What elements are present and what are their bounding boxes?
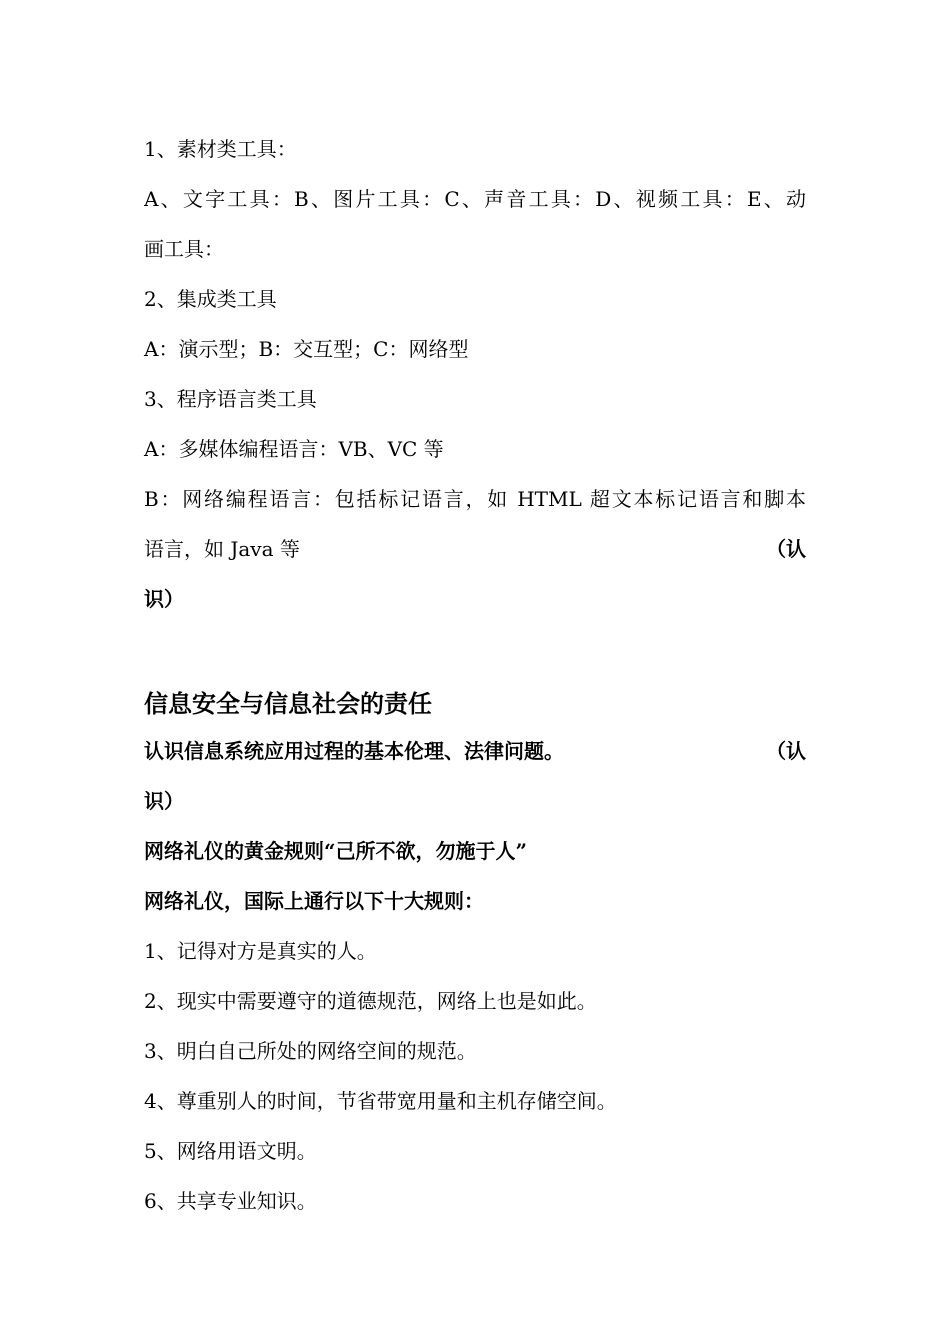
requirement-tag-end: 识） bbox=[144, 789, 184, 813]
rule-item: 6、共享专业知识。 bbox=[144, 1189, 317, 1213]
item2-line: A：演示型；B：交互型；C：网络型 bbox=[144, 337, 469, 361]
level-tag-end: 识） bbox=[144, 587, 184, 611]
rule-item: 4、尊重别人的时间，节省带宽用量和主机存储空间。 bbox=[144, 1089, 617, 1113]
rule-item: 3、明白自己所处的网络空间的规范。 bbox=[144, 1039, 477, 1063]
rules-intro: 网络礼仪，国际上通行以下十大规则： bbox=[144, 889, 484, 913]
item1-title: 1、素材类工具： bbox=[144, 137, 297, 161]
requirement-text: 认识信息系统应用过程的基本伦理、法律问题。 bbox=[144, 739, 564, 763]
item1-line-b: 画工具： bbox=[144, 237, 224, 261]
item3-line-b: B：网络编程语言：包括标记语言，如 HTML 超文本标记语言和脚本 bbox=[144, 487, 806, 511]
item3-line-c-text: 语言，如 Java 等 bbox=[144, 537, 300, 561]
rule-item: 5、网络用语文明。 bbox=[144, 1139, 317, 1163]
item2-title: 2、集成类工具 bbox=[144, 287, 277, 311]
item3-line-c bbox=[144, 524, 806, 574]
item3-line-a: A：多媒体编程语言：VB、VC 等 bbox=[144, 437, 444, 461]
item1-line-a: A、文字工具：B、图片工具：C、声音工具：D、视频工具：E、动 bbox=[144, 187, 806, 211]
item3-title: 3、程序语言类工具 bbox=[144, 387, 317, 411]
rule-item: 1、记得对方是真实的人。 bbox=[144, 939, 377, 963]
section-gap bbox=[144, 624, 806, 682]
level-tag-start: （认 bbox=[766, 537, 806, 561]
rule-item: 2、现实中需要遵守的道德规范，网络上也是如此。 bbox=[144, 989, 597, 1013]
document-page bbox=[144, 124, 806, 1226]
golden-rule: 网络礼仪的黄金规则“己所不欲，勿施于人” bbox=[144, 839, 528, 863]
section-heading: 信息安全与信息社会的责任 bbox=[144, 689, 432, 718]
requirement-tag-start: （认 bbox=[766, 739, 806, 763]
requirement-line bbox=[144, 726, 806, 776]
